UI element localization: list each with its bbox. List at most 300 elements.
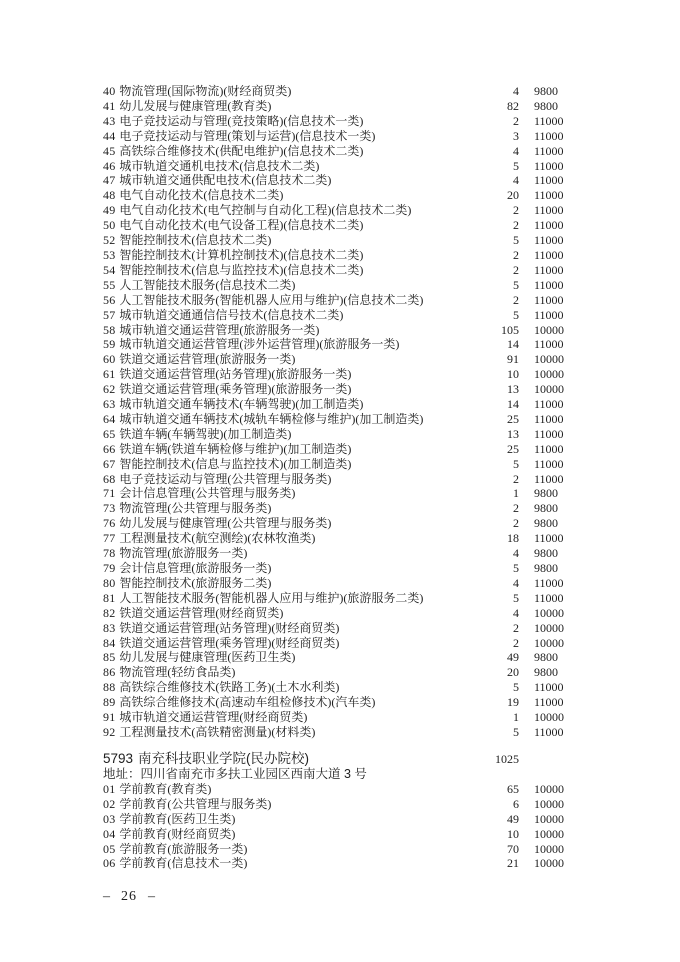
program-tuition-fee: 9800: [534, 516, 558, 531]
program-tuition-fee: 11000: [534, 441, 564, 456]
program-plan-count: 14: [507, 397, 519, 412]
program-name-cell: [103, 114, 479, 129]
page-number: [103, 889, 155, 905]
program-name: 幼儿发展与健康管理(医药卫生类): [119, 650, 296, 665]
program-plan-count: 5: [513, 456, 519, 471]
program-code: 57: [103, 307, 116, 322]
program-name-cell: [103, 561, 479, 576]
program-name: 学前教育(财经商贸类): [119, 826, 236, 841]
program-name: 工程测量技术(高铁精密测量)(材料类): [119, 724, 316, 739]
program-tuition-fee: 11000: [534, 233, 564, 248]
program-tuition-fee: 9800: [534, 665, 558, 680]
program-plan-count: 2: [513, 218, 519, 233]
program-row: [103, 159, 574, 174]
program-code: 88: [103, 680, 116, 695]
program-code: 63: [103, 397, 116, 412]
program-name-cell: [103, 442, 479, 457]
program-row: [103, 591, 574, 606]
program-name-cell: [103, 665, 479, 680]
school-header: [103, 750, 574, 767]
program-tuition-fee: 11000: [534, 397, 564, 412]
program-tuition-fee: 11000: [534, 128, 564, 143]
program-code: 71: [103, 486, 116, 501]
footer-dash-right: –: [148, 889, 155, 904]
program-row: [103, 812, 574, 827]
program-code: 48: [103, 188, 116, 203]
program-name: 铁道车辆(车辆驾驶)(加工制造类): [119, 426, 292, 441]
program-name: 智能控制技术(信息与监控技术)(加工制造类): [119, 456, 352, 471]
program-row: [103, 114, 574, 129]
program-plan-count: 91: [507, 352, 519, 367]
program-code: 91: [103, 710, 116, 725]
program-plan-count: 2: [513, 292, 519, 307]
program-plan-count: 65: [507, 781, 519, 796]
program-code: 06: [103, 856, 116, 871]
program-name-cell: [103, 129, 479, 144]
program-plan-count: 5: [513, 590, 519, 605]
program-name-cell: [103, 591, 479, 606]
program-plan-count: 4: [513, 84, 519, 98]
program-row: [103, 665, 574, 680]
program-name-cell: [103, 323, 479, 338]
program-name: 学前教育(旅游服务一类): [119, 841, 248, 856]
program-row: [103, 725, 574, 740]
program-tuition-fee: 11000: [534, 113, 564, 128]
program-name-cell: [103, 382, 479, 397]
program-tuition-fee: 11000: [534, 292, 564, 307]
program-tuition-fee: 11000: [534, 173, 564, 188]
program-name-cell: [103, 248, 479, 263]
program-code: 86: [103, 665, 116, 680]
program-tuition-fee: 9800: [534, 501, 558, 516]
program-name-cell: [103, 531, 479, 546]
program-tuition-fee: 11000: [534, 531, 564, 546]
program-tuition-fee: 11000: [534, 411, 564, 426]
program-tuition-fee: 10000: [534, 796, 564, 811]
program-tuition-fee: 10000: [534, 781, 564, 796]
program-tuition-fee: 9800: [534, 546, 558, 561]
school-code: 5793: [103, 750, 134, 766]
program-code: 85: [103, 650, 116, 665]
program-plan-count: 4: [513, 143, 519, 158]
program-row: [103, 486, 574, 501]
program-name: 电子竞技运动与管理(公共管理与服务类): [119, 471, 332, 486]
program-tuition-fee: 10000: [534, 322, 564, 337]
program-code: 60: [103, 352, 116, 367]
program-code: 76: [103, 516, 116, 531]
program-name-cell: [103, 501, 479, 516]
program-plan-count: 19: [507, 695, 519, 710]
program-name: 学前教育(信息技术一类): [119, 856, 248, 871]
program-tuition-fee: 11000: [534, 307, 564, 322]
program-code: 84: [103, 635, 116, 650]
program-plan-count: 20: [507, 665, 519, 680]
program-name-cell: [103, 352, 479, 367]
program-code: 49: [103, 203, 116, 218]
program-row: [103, 323, 574, 338]
program-row: [103, 710, 574, 725]
program-name: 电气自动化技术(信息技术二类): [119, 188, 284, 203]
program-code: 65: [103, 426, 116, 441]
program-plan-count: 2: [513, 620, 519, 635]
program-plan-count: 3: [513, 128, 519, 143]
program-code: 61: [103, 367, 116, 382]
program-code: 66: [103, 441, 116, 456]
program-code: 44: [103, 128, 116, 143]
program-row: [103, 457, 574, 472]
program-code: 54: [103, 262, 116, 277]
program-plan-count: 20: [507, 188, 519, 203]
program-tuition-fee: 10000: [534, 710, 564, 725]
program-plan-count: 49: [507, 650, 519, 665]
program-name: 学前教育(医药卫生类): [119, 811, 236, 826]
program-name-cell: [103, 233, 479, 248]
program-plan-count: 25: [507, 441, 519, 456]
program-name: 智能控制技术(信息技术二类): [119, 233, 272, 248]
program-plan-count: 4: [513, 605, 519, 620]
program-row: [103, 367, 574, 382]
program-plan-count: 10: [507, 826, 519, 841]
program-plan-count: 5: [513, 561, 519, 575]
program-row: [103, 337, 574, 352]
program-plan-count: 4: [513, 173, 519, 188]
program-row: [103, 144, 574, 159]
program-name: 城市轨道交通通信信号技术(信息技术二类): [119, 307, 344, 322]
program-name: 城市轨道交通车辆技术(车辆驾驶)(加工制造类): [119, 397, 364, 412]
program-row: [103, 427, 574, 442]
program-tuition-fee: 11000: [534, 203, 564, 218]
program-code: 50: [103, 218, 116, 233]
program-row: [103, 442, 574, 457]
program-plan-count: 21: [507, 856, 519, 871]
school-title: [103, 750, 479, 767]
program-name-cell: [103, 636, 479, 651]
program-plan-count: 2: [513, 516, 519, 531]
program-tuition-fee: 11000: [534, 158, 564, 173]
program-tuition-fee: 10000: [534, 635, 564, 650]
program-row: [103, 382, 574, 397]
program-plan-count: 2: [513, 501, 519, 516]
program-name: 人工智能技术服务(智能机器人应用与维护)(信息技术二类): [119, 292, 424, 307]
program-name-cell: [103, 472, 479, 487]
program-name: 城市轨道交通机电技术(信息技术二类): [119, 158, 320, 173]
program-name: 会计信息管理(旅游服务一类): [119, 561, 272, 575]
program-name-cell: [103, 397, 479, 412]
program-name: 幼儿发展与健康管理(公共管理与服务类): [119, 516, 332, 531]
program-name-cell: [103, 337, 479, 352]
program-tuition-fee: 9800: [534, 84, 558, 98]
program-row: [103, 99, 574, 114]
program-plan-count: 13: [507, 426, 519, 441]
program-row: [103, 636, 574, 651]
program-name: 城市轨道交通运营管理(涉外运营管理)(旅游服务一类): [119, 337, 400, 352]
program-plan-count: 5: [513, 277, 519, 292]
program-tuition-fee: 11000: [534, 575, 564, 590]
program-row: [103, 782, 574, 797]
program-name: 智能控制技术(计算机控制技术)(信息技术二类): [119, 247, 364, 262]
program-code: 47: [103, 173, 116, 188]
address-label: 地址：: [103, 766, 141, 781]
program-plan-count: 2: [513, 247, 519, 262]
program-name: 工程测量技术(航空测绘)(农林牧渔类): [119, 531, 316, 546]
program-name-cell: [103, 725, 479, 740]
program-tuition-fee: 10000: [534, 352, 564, 367]
program-code: 64: [103, 411, 116, 426]
program-row: [103, 606, 574, 621]
program-name: 学前教育(教育类): [119, 781, 212, 796]
program-name: 人工智能技术服务(智能机器人应用与维护)(旅游服务二类): [119, 590, 424, 605]
program-tuition-fee: 11000: [534, 724, 564, 739]
program-row: [103, 561, 574, 576]
footer-page-number: 26: [121, 889, 137, 904]
program-row: [103, 546, 574, 561]
program-name: 物流管理(轻纺食品类): [119, 665, 236, 680]
program-name: 高铁综合维修技术(高速动车组检修技术)(汽车类): [119, 695, 376, 710]
program-code: 89: [103, 695, 116, 710]
program-name: 铁道交通运营管理(站务管理)(旅游服务一类): [119, 367, 352, 382]
program-row: [103, 531, 574, 546]
program-row: [103, 650, 574, 665]
program-tuition-fee: 10000: [534, 382, 564, 397]
program-code: 40: [103, 84, 116, 98]
program-tuition-fee: 10000: [534, 826, 564, 841]
program-code: 80: [103, 575, 116, 590]
program-plan-count: 2: [513, 262, 519, 277]
program-row: [103, 827, 574, 842]
program-row: [103, 516, 574, 531]
program-name: 物流管理(国际物流)(财经商贸类): [119, 84, 292, 98]
program-name-cell: [103, 218, 479, 233]
program-plan-count: 5: [513, 233, 519, 248]
program-name-cell: [103, 427, 479, 442]
program-tuition-fee: 11000: [534, 426, 564, 441]
program-plan-count: 5: [513, 680, 519, 695]
program-code: 82: [103, 605, 116, 620]
program-name: 铁道交通运营管理(站务管理)(财经商贸类): [119, 620, 340, 635]
program-name: 城市轨道交通供配电技术(信息技术二类): [119, 173, 332, 188]
program-plan-count: 70: [507, 841, 519, 856]
program-name-cell: [103, 827, 479, 842]
program-code: 68: [103, 471, 116, 486]
program-plan-count: 10: [507, 367, 519, 382]
program-code: 04: [103, 826, 116, 841]
program-name-cell: [103, 308, 479, 323]
program-tuition-fee: 10000: [534, 367, 564, 382]
program-row: [103, 233, 574, 248]
program-row: [103, 263, 574, 278]
program-row: [103, 501, 574, 516]
admission-plan-content: [103, 84, 574, 871]
program-code: 52: [103, 233, 116, 248]
program-code: 41: [103, 98, 116, 113]
program-tuition-fee: 9800: [534, 650, 558, 665]
program-row: [103, 680, 574, 695]
program-code: 58: [103, 322, 116, 337]
program-name-cell: [103, 680, 479, 695]
program-code: 73: [103, 501, 116, 516]
program-code: 02: [103, 796, 116, 811]
program-code: 03: [103, 811, 116, 826]
program-plan-count: 6: [513, 796, 519, 811]
program-name: 电子竞技运动与管理(策划与运营)(信息技术一类): [119, 128, 376, 143]
program-name: 电气自动化技术(电气设备工程)(信息技术二类): [119, 218, 364, 233]
program-name-cell: [103, 263, 479, 278]
program-name-cell: [103, 621, 479, 636]
program-plan-count: 5: [513, 724, 519, 739]
program-plan-count: 105: [501, 322, 519, 337]
program-plan-count: 1: [513, 710, 519, 725]
program-tuition-fee: 9800: [534, 98, 558, 113]
program-name-cell: [103, 516, 479, 531]
program-plan-count: 2: [513, 471, 519, 486]
program-row: [103, 129, 574, 144]
school-address: [103, 767, 574, 782]
program-tuition-fee: 11000: [534, 262, 564, 277]
program-row: [103, 218, 574, 233]
program-name-cell: [103, 842, 479, 857]
program-row: [103, 695, 574, 710]
program-list-continuation: [103, 84, 574, 740]
program-name-cell: [103, 856, 479, 871]
program-tuition-fee: 10000: [534, 856, 564, 871]
program-tuition-fee: 11000: [534, 247, 564, 262]
program-name: 高铁综合维修技术(供配电维护)(信息技术二类): [119, 143, 364, 158]
program-name-cell: [103, 797, 479, 812]
footer-dash-left: –: [103, 889, 110, 904]
program-plan-count: 14: [507, 337, 519, 352]
program-name-cell: [103, 457, 479, 472]
program-name-cell: [103, 84, 479, 99]
program-name-cell: [103, 782, 479, 797]
program-row: [103, 352, 574, 367]
program-tuition-fee: 10000: [534, 811, 564, 826]
program-code: 05: [103, 841, 116, 856]
program-name: 铁道交通运营管理(财经商贸类): [119, 605, 284, 620]
program-name-cell: [103, 99, 479, 114]
program-code: 59: [103, 337, 116, 352]
program-name: 智能控制技术(旅游服务二类): [119, 575, 272, 590]
program-name: 铁道交通运营管理(旅游服务一类): [119, 352, 296, 367]
program-code: 81: [103, 590, 116, 605]
program-code: 62: [103, 382, 116, 397]
program-plan-count: 13: [507, 382, 519, 397]
school-total-plan: 1025: [495, 751, 519, 766]
program-name: 城市轨道交通运营管理(旅游服务一类): [119, 322, 320, 337]
program-code: 78: [103, 546, 116, 561]
program-row: [103, 797, 574, 812]
program-name: 城市轨道交通车辆技术(城轨车辆检修与维护)(加工制造类): [119, 411, 424, 426]
program-plan-count: 82: [507, 98, 519, 113]
program-name: 智能控制技术(信息与监控技术)(信息技术二类): [119, 262, 364, 277]
program-name: 人工智能技术服务(信息技术二类): [119, 277, 296, 292]
program-name-cell: [103, 203, 479, 218]
program-name: 物流管理(旅游服务一类): [119, 546, 248, 561]
program-code: 83: [103, 620, 116, 635]
program-code: 67: [103, 456, 116, 471]
program-row: [103, 203, 574, 218]
program-tuition-fee: 11000: [534, 143, 564, 158]
program-name: 学前教育(公共管理与服务类): [119, 796, 272, 811]
program-plan-count: 49: [507, 811, 519, 826]
program-plan-count: 5: [513, 158, 519, 173]
program-tuition-fee: 11000: [534, 590, 564, 605]
program-name: 城市轨道交通运营管理(财经商贸类): [119, 710, 308, 725]
program-row: [103, 308, 574, 323]
program-row: [103, 576, 574, 591]
program-name-cell: [103, 695, 479, 710]
program-tuition-fee: 11000: [534, 218, 564, 233]
program-plan-count: 18: [507, 531, 519, 546]
program-tuition-fee: 11000: [534, 188, 564, 203]
program-plan-count: 4: [513, 546, 519, 561]
program-name-cell: [103, 188, 479, 203]
program-row: [103, 842, 574, 857]
program-code: 43: [103, 113, 116, 128]
program-plan-count: 1: [513, 486, 519, 501]
program-name-cell: [103, 812, 479, 827]
program-code: 56: [103, 292, 116, 307]
program-plan-count: 2: [513, 635, 519, 650]
program-plan-count: 4: [513, 575, 519, 590]
program-code: 77: [103, 531, 116, 546]
program-code: 01: [103, 781, 116, 796]
program-plan-count: 2: [513, 203, 519, 218]
program-code: 45: [103, 143, 116, 158]
program-row: [103, 293, 574, 308]
program-name: 电气自动化技术(电气控制与自动化工程)(信息技术二类): [119, 203, 412, 218]
program-plan-count: 2: [513, 113, 519, 128]
program-tuition-fee: 11000: [534, 695, 564, 710]
program-name-cell: [103, 173, 479, 188]
program-tuition-fee: 10000: [534, 620, 564, 635]
program-code: 92: [103, 724, 116, 739]
program-tuition-fee: 11000: [534, 277, 564, 292]
program-name-cell: [103, 278, 479, 293]
program-name-cell: [103, 710, 479, 725]
program-row: [103, 397, 574, 412]
school-program-list: [103, 782, 574, 871]
program-row: [103, 188, 574, 203]
program-name: 电子竞技运动与管理(竞技策略)(信息技术一类): [119, 113, 364, 128]
program-tuition-fee: 11000: [534, 337, 564, 352]
program-name: 物流管理(公共管理与服务类): [119, 501, 272, 516]
program-row: [103, 248, 574, 263]
program-name-cell: [103, 159, 479, 174]
program-plan-count: 5: [513, 307, 519, 322]
program-tuition-fee: 9800: [534, 561, 558, 575]
program-name-cell: [103, 412, 479, 427]
program-name-cell: [103, 293, 479, 308]
program-tuition-fee: 11000: [534, 680, 564, 695]
program-name-cell: [103, 606, 479, 621]
program-name: 高铁综合维修技术(铁路工务)(土木水利类): [119, 680, 340, 695]
program-tuition-fee: 11000: [534, 456, 564, 471]
program-row: [103, 621, 574, 636]
program-tuition-fee: 9800: [534, 486, 558, 501]
program-name: 铁道车辆(铁道车辆检修与维护)(加工制造类): [119, 441, 352, 456]
program-name-cell: [103, 144, 479, 159]
program-plan-count: 25: [507, 411, 519, 426]
program-code: 53: [103, 247, 116, 262]
school-name: 南充科技职业学院(民办院校): [138, 750, 310, 766]
program-row: [103, 278, 574, 293]
program-row: [103, 173, 574, 188]
program-row: [103, 856, 574, 871]
program-name-cell: [103, 367, 479, 382]
program-name: 幼儿发展与健康管理(教育类): [119, 98, 272, 113]
program-row: [103, 472, 574, 487]
address-value: 四川省南充市多扶工业园区西南大道 3 号: [140, 766, 367, 781]
